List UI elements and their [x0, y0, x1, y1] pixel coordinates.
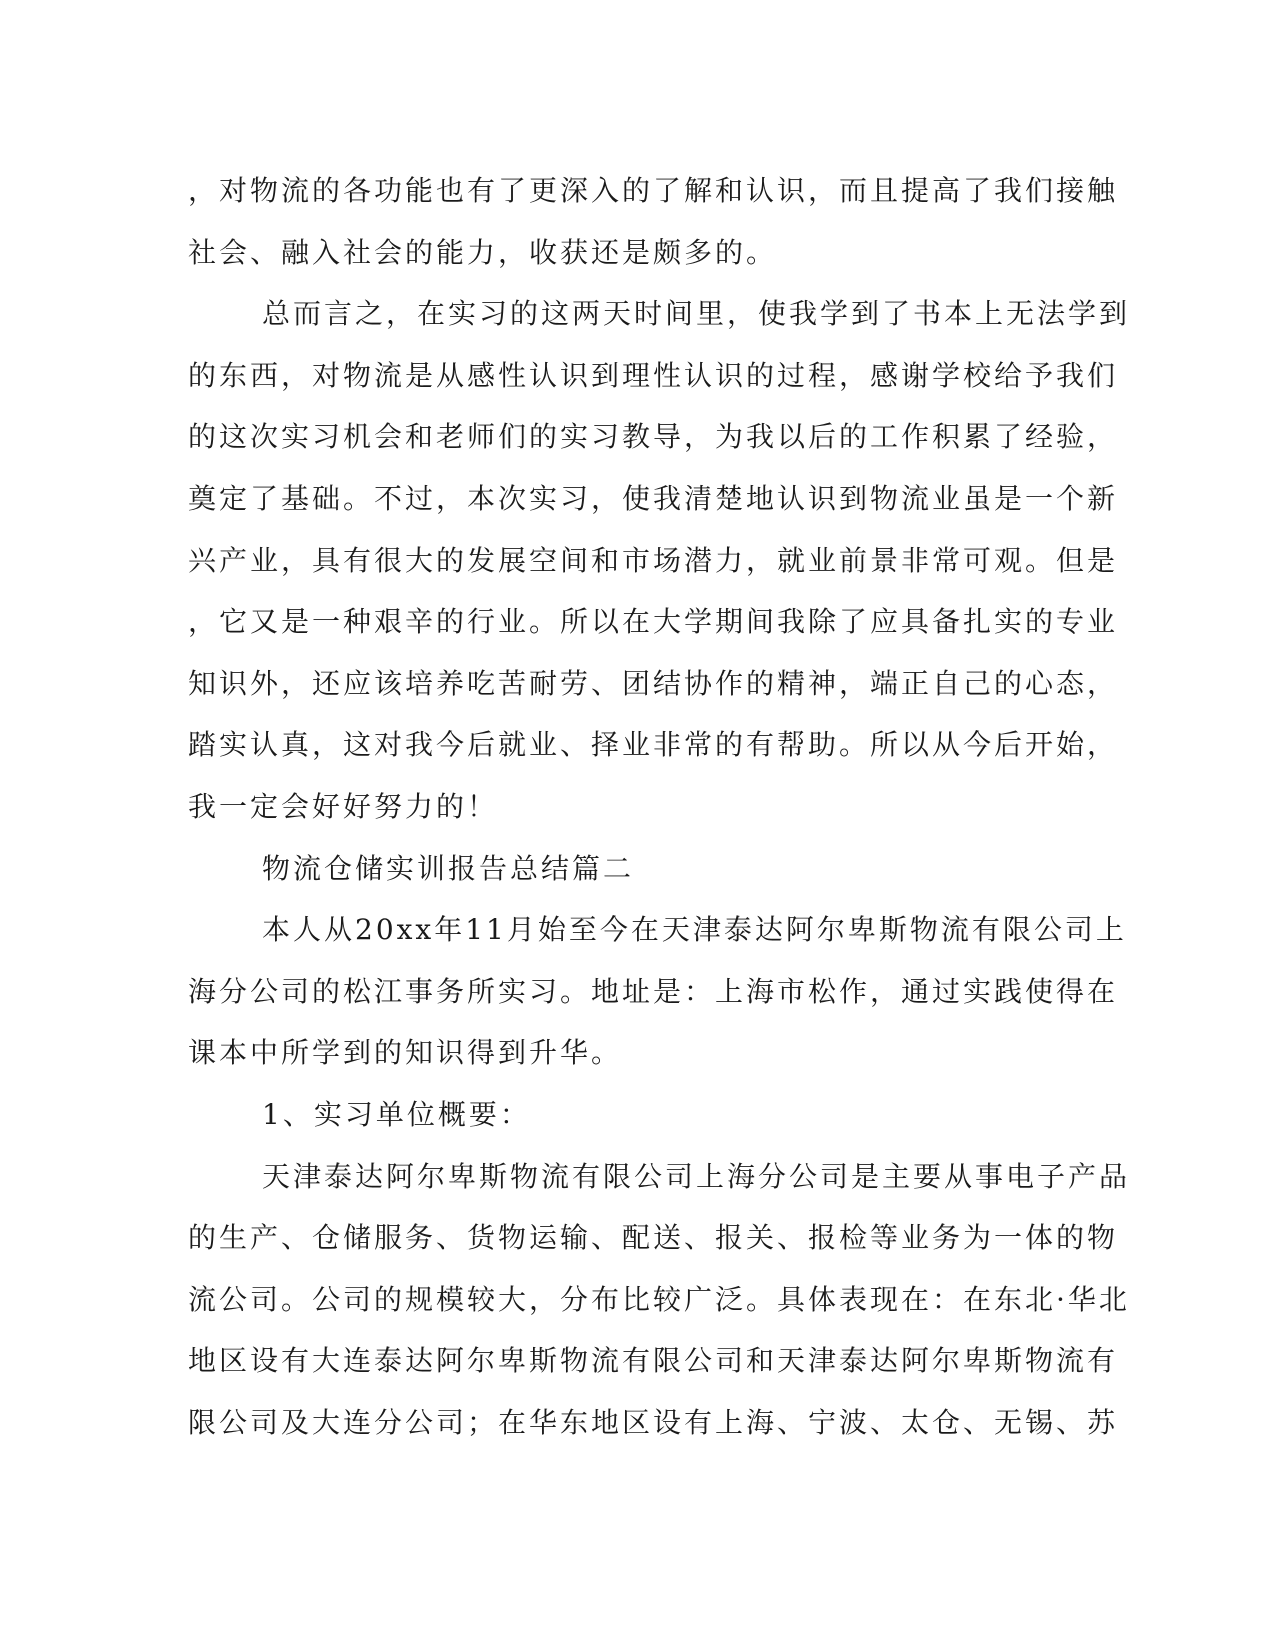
- text-line: 的这次实习机会和老师们的实习教导，为我以后的工作积累了经验，: [188, 420, 1119, 454]
- text-line: 奠定了基础。不过，本次实习，使我清楚地认识到物流业虽是一个新: [188, 481, 1119, 515]
- text-line: ，对物流的各功能也有了更深入的了解和认识，而且提高了我们接触: [188, 174, 1119, 207]
- section-heading: 物流仓储实训报告总结篇二: [262, 851, 635, 885]
- text-line: 的东西，对物流是从感性认识到理性认识的过程，感谢学校给予我们: [188, 358, 1119, 392]
- text-line: 海分公司的松江事务所实习。地址是：上海市松作，通过实践使得在: [188, 974, 1119, 1008]
- text-line: 流公司。公司的规模较大，分布比较广泛。具体表现在：在东北·华北: [188, 1282, 1130, 1316]
- text-line: 社会、融入社会的能力，收获还是颇多的。: [188, 235, 778, 269]
- text-line: 兴产业，具有很大的发展空间和市场潜力，就业前景非常可观。但是: [188, 543, 1119, 577]
- paragraph-start: 天津泰达阿尔卑斯物流有限公司上海分公司是主要从事电子产品: [262, 1159, 1131, 1193]
- text-line: ，它又是一种艰辛的行业。所以在大学期间我除了应具备扎实的专业: [188, 605, 1119, 639]
- text-line: 地区设有大连泰达阿尔卑斯物流有限公司和天津泰达阿尔卑斯物流有: [188, 1344, 1119, 1378]
- paragraph-start: 总而言之，在实习的这两天时间里，使我学到了书本上无法学到: [262, 297, 1131, 331]
- document-body: [188, 160, 1131, 1453]
- text-line: 踏实认真，这对我今后就业、择业非常的有帮助。所以从今后开始，: [188, 728, 1119, 762]
- text-line: 知识外，还应该培养吃苦耐劳、团结协作的精神，端正自己的心态，: [188, 666, 1119, 700]
- paragraph-start: 本人从20xx年11月始至今在天津泰达阿尔卑斯物流有限公司上: [262, 913, 1127, 947]
- subsection-heading: 1、实习单位概要：: [262, 1097, 531, 1131]
- text-line: 的生产、仓储服务、货物运输、配送、报关、报检等业务为一体的物: [188, 1221, 1119, 1255]
- text-line: 限公司及大连分公司；在华东地区设有上海、宁波、太仓、无锡、苏: [188, 1405, 1119, 1439]
- text-line: 我一定会好好努力的！: [188, 789, 499, 823]
- text-line: 课本中所学到的知识得到升华。: [188, 1036, 623, 1070]
